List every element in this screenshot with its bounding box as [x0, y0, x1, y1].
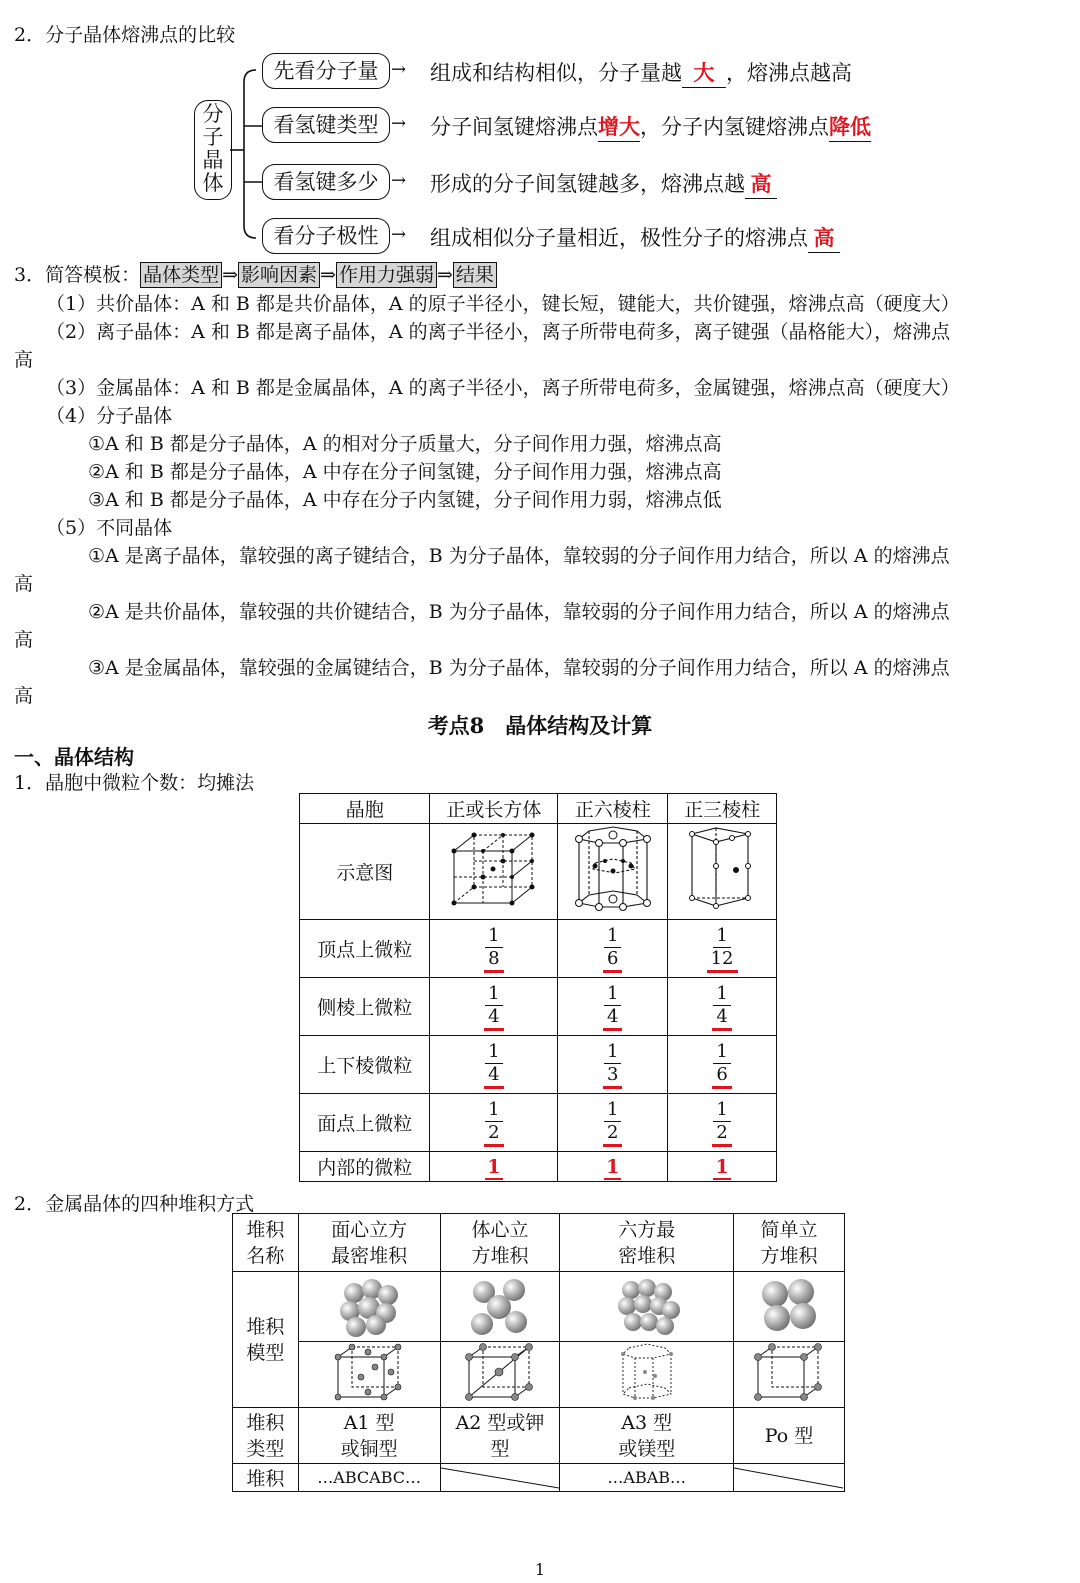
inner-value: 1	[606, 1155, 620, 1178]
root-char: 分	[202, 102, 224, 126]
diagram-bracket	[228, 60, 268, 250]
diagram-root-text	[199, 103, 227, 195]
bcc-sphere-model	[440, 1272, 560, 1342]
item1-title: 1．晶胞中微粒个数：均摊法	[14, 772, 255, 794]
answer-zengda: 增大	[598, 111, 640, 142]
row-label: 面点上微粒	[300, 1094, 430, 1152]
line-metallic: （3）金属晶体：A 和 B 都是金属晶体，A 的离子半径小，离子所带电荷多，金属键强，熔沸点高（硬度大）	[46, 377, 960, 399]
row-label-type: 堆积 类型	[233, 1408, 299, 1464]
line-different-1-cont: 高	[14, 573, 34, 595]
diagram-row-2: 分子间氢键熔沸点增大，分子内氢键熔沸点降低	[430, 111, 871, 142]
fcc-cell-figure	[298, 1342, 440, 1408]
answer-jiangdi: 降低	[829, 111, 871, 142]
line-covalent: （1）共价晶体：A 和 B 都是共价晶体，A 的原子半径小，键长短，键能大，共价键强，熔沸点高（硬度大）	[46, 293, 960, 315]
arrow-icon: →	[391, 170, 407, 191]
diagram-row-3: 形成的分子间氢键越多，熔沸点越 高	[430, 168, 777, 199]
line-different-3-cont: 高	[14, 685, 34, 707]
step-force: 作用力强弱	[336, 262, 437, 288]
section-heading: 考点8 晶体结构及计算	[427, 713, 653, 738]
answer-gao: 高	[745, 168, 777, 199]
step-result: 结果	[453, 262, 497, 288]
pill-polarity: 看分子极性	[262, 218, 390, 254]
table-header: 正或长方体	[430, 794, 558, 824]
schematic-label: 示意图	[300, 824, 430, 920]
row-label: 上下棱微粒	[300, 1036, 430, 1094]
diagram-row-4: 组成相似分子量相近，极性分子的熔沸点 高	[430, 222, 840, 253]
answer-template: 3．简答模板： 晶体类型 ⇒ 影响因素 ⇒ 作用力强弱 ⇒ 结果	[14, 260, 497, 288]
table-header: 正六棱柱	[558, 794, 668, 824]
table-stacking-modes: 堆积 名称 面心立方 最密堆积 体心立 方堆积 六方最 密堆积 简单立 方堆积 堆积 模型 堆积 类型 A1 型 或铜型 A2 型或钾 型 A3 型 或镁型 Po 型 堆积 …ABCABC… …ABAB…	[232, 1213, 845, 1492]
sc-sphere-model	[733, 1272, 844, 1342]
line-molecular-1: ①A 和 B 都是分子晶体，A 的相对分子质量大，分子间作用力强，熔沸点高	[88, 433, 722, 455]
line-different: （5）不同晶体	[46, 517, 173, 539]
hcp-cell-figure	[560, 1342, 733, 1408]
answer-gao-2: 高	[808, 222, 840, 253]
part1-title: 一、晶体结构	[14, 745, 134, 769]
root-char: 体	[202, 171, 224, 195]
section2-title: 2．分子晶体熔沸点的比较	[14, 24, 236, 46]
arrow-icon: →	[391, 59, 407, 80]
row-label: 侧棱上微粒	[300, 978, 430, 1036]
line-different-1: ①A 是离子晶体，靠较强的离子键结合，B 为分子晶体，靠较弱的分子间作用力结合，所以 A 的熔沸点	[88, 545, 950, 567]
table-unit-cell-counting: 晶胞 正或长方体 正六棱柱 正三棱柱 示意图 顶点上微粒 $\frac{1}{8}$ $\frac{1}{6}$ $\frac{1}{12}$ 侧棱上微粒 $\frac{1}{4}$ $\frac{1}{4}$ $\frac{1}{4}$ 上下棱微粒 $\frac{1}{4}$ $\frac{1}{3}$ $\frac{1}{6}$ 面点上微粒 $\frac{1}{2}$ $\frac{1}{2}$ $\frac{1}{2}$ 内部的微粒 1 1 1	[299, 793, 777, 1182]
root-char: 子	[202, 125, 224, 149]
hcp-sphere-model	[560, 1272, 733, 1342]
fcc-sphere-model	[298, 1272, 440, 1342]
triangular-prism-figure	[668, 824, 777, 920]
page-number: 1	[534, 1560, 546, 1579]
step-factors: 影响因素	[238, 262, 320, 288]
pill-hbond-count: 看氢键多少	[262, 164, 390, 200]
diagram-row-1: 组成和结构相似，分子量越 大 ，熔沸点越高	[430, 57, 852, 88]
inner-value: 1	[487, 1155, 501, 1178]
root-char: 晶	[202, 148, 224, 172]
line-different-2-cont: 高	[14, 629, 34, 651]
row-label: 内部的微粒	[300, 1152, 430, 1182]
table-header: 晶胞	[300, 794, 430, 824]
answer-da: 大	[682, 57, 726, 88]
line-ionic-cont: 高	[14, 349, 34, 371]
row-label-name: 堆积 名称	[233, 1214, 299, 1272]
line-molecular: （4）分子晶体	[46, 405, 173, 427]
pill-molecular-weight: 先看分子量	[262, 53, 390, 89]
sc-cell-figure	[733, 1342, 844, 1408]
row-label: 顶点上微粒	[300, 920, 430, 978]
bcc-cell-figure	[440, 1342, 560, 1408]
arrow-icon: →	[391, 224, 407, 245]
inner-value: 1	[715, 1155, 729, 1178]
arrow-icon: →	[391, 113, 407, 134]
hexagonal-prism-figure	[558, 824, 668, 920]
line-ionic: （2）离子晶体：A 和 B 都是离子晶体，A 的离子半径小，离子所带电荷多，离子键强（晶格能大），熔沸点	[46, 321, 951, 343]
pill-hbond-type: 看氢键类型	[262, 107, 390, 143]
row-label-sequence: 堆积	[233, 1464, 299, 1492]
step-crystal-type: 晶体类型	[140, 262, 222, 288]
cube-lattice-figure	[430, 824, 558, 920]
table-header: 正三棱柱	[668, 794, 777, 824]
line-different-3: ③A 是金属晶体，靠较强的金属键结合，B 为分子晶体，靠较弱的分子间作用力结合，所以 A 的熔沸点	[88, 657, 950, 679]
item2-title: 2．金属晶体的四种堆积方式	[14, 1193, 255, 1215]
row-label-model: 堆积 模型	[233, 1272, 299, 1408]
line-molecular-2: ②A 和 B 都是分子晶体，A 中存在分子间氢键，分子间作用力强，熔沸点高	[88, 461, 722, 483]
line-molecular-3: ③A 和 B 都是分子晶体，A 中存在分子内氢键，分子间作用力弱，熔沸点低	[88, 489, 722, 511]
line-different-2: ②A 是共价晶体，靠较强的共价键结合，B 为分子晶体，靠较弱的分子间作用力结合，所以 A 的熔沸点	[88, 601, 950, 623]
